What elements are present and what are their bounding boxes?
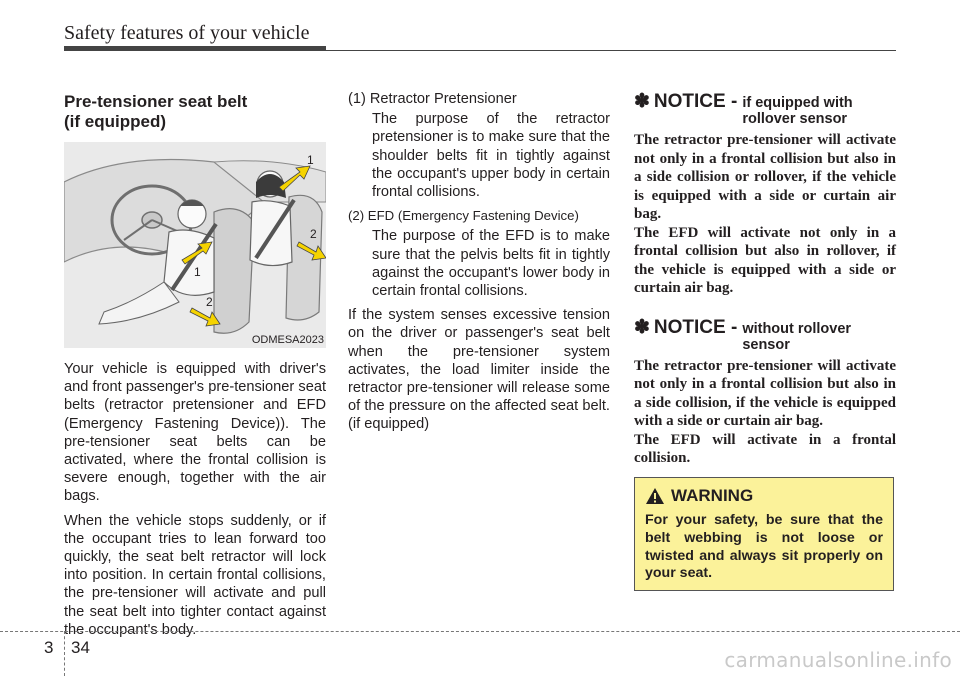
- marker-label-2-right: 2: [310, 227, 317, 241]
- warning-triangle-icon: [645, 487, 665, 505]
- column-right: [634, 90, 896, 468]
- notice-rollover: [634, 90, 896, 298]
- page-header-title: Safety features of your vehicle: [64, 22, 310, 44]
- marker-label-2-left: 2: [206, 295, 213, 309]
- seatbelt-illustration: [64, 142, 326, 348]
- page-number: 34: [71, 638, 90, 657]
- notice-rollover-text-1: The retractor pre-tensioner will activate not only in a frontal collision but also in a side collision or rollover, if the vehicle is equipped with a side or curtain air bag.: [634, 132, 896, 222]
- paragraph-pretensioner-intro: Your vehicle is equipped with driver's and front passenger's pre-tensioner seat belts (retractor pretensioner and EFD (Emergency Fastening Device)). The pre-tensioner seat belts can be activated, where the frontal collision is severe enough, together with the air bags.: [64, 361, 326, 505]
- warning-box: [634, 477, 894, 591]
- column-left: [64, 90, 326, 639]
- notice-subtitle: without rollover sensor: [742, 320, 852, 353]
- figure-code: ODMESA2023: [251, 334, 324, 346]
- notice-rollover-text-2: The EFD will activate not only in a frontal collision but also in rollover, if the vehicle is equipped with a side or curtain air bag.: [634, 224, 896, 296]
- header-rule-thin: [64, 50, 896, 51]
- notice-asterisk-icon: ✽: [634, 316, 650, 338]
- notice-label: NOTICE -: [653, 91, 738, 112]
- section-title-line-2: (if equipped): [64, 112, 166, 131]
- section-title: [64, 92, 326, 132]
- notice-no-rollover: [634, 316, 896, 468]
- notice-no-rollover-text-2: The EFD will activate in a frontal collision.: [634, 431, 896, 466]
- item-efd-text: The purpose of the EFD is to make sure that the pelvis belts fit in tightly against the occupant's lower body in certain frontal collisions.: [372, 228, 610, 300]
- item-retractor-text: The purpose of the retractor pretensioner is to make sure that the shoulder belts fit in tightly against the occupant's upper body in certain frontal collisions.: [372, 111, 610, 201]
- warning-text: For your safety, be sure that the belt webbing is not loose or twisted and always sit properly on your seat.: [645, 512, 883, 582]
- item-efd-heading: (2) EFD (Emergency Fastening Device): [348, 208, 579, 224]
- seatbelt-illustration-drawing: [64, 142, 326, 348]
- marker-label-1-top: 1: [307, 153, 314, 167]
- notice-label: NOTICE -: [653, 316, 738, 338]
- notice-asterisk-icon: ✽: [634, 91, 650, 112]
- section-title-line-1: Pre-tensioner seat belt: [64, 92, 248, 111]
- column-middle: [348, 90, 610, 434]
- item-retractor-heading: (1) Retractor Pretensioner: [348, 91, 517, 107]
- watermark: carmanualsonline.info: [724, 648, 952, 672]
- paragraph-pretensioner-activation: When the vehicle stops suddenly, or if the occupant tries to lean forward too quickly, the seat belt retractor will lock into position. In certain frontal collisions, the pre-tensioner will activate and pull the seat belt into tighter contact against the occupant's body.: [64, 512, 326, 638]
- notice-subtitle: if equipped with rollover sensor: [742, 95, 853, 127]
- footer-page-divider: [64, 631, 65, 676]
- paragraph-load-limiter: If the system senses excessive tension on the driver or passenger's seat belt when the pre-tensioner system activates, the load limiter inside the retractor pre-tensioner will release some of the pressure on the affected seat belt. (if equipped): [348, 307, 610, 433]
- notice-no-rollover-text-1: The retractor pre-tensioner will activate not only in a frontal collision but also in a side collision, if the vehicle is equipped with a side or curtain air bag.: [634, 357, 896, 429]
- page-chapter: 3: [44, 638, 54, 657]
- warning-title: WARNING: [671, 486, 754, 505]
- marker-label-1-left: 1: [194, 265, 201, 279]
- footer-divider: [0, 631, 960, 632]
